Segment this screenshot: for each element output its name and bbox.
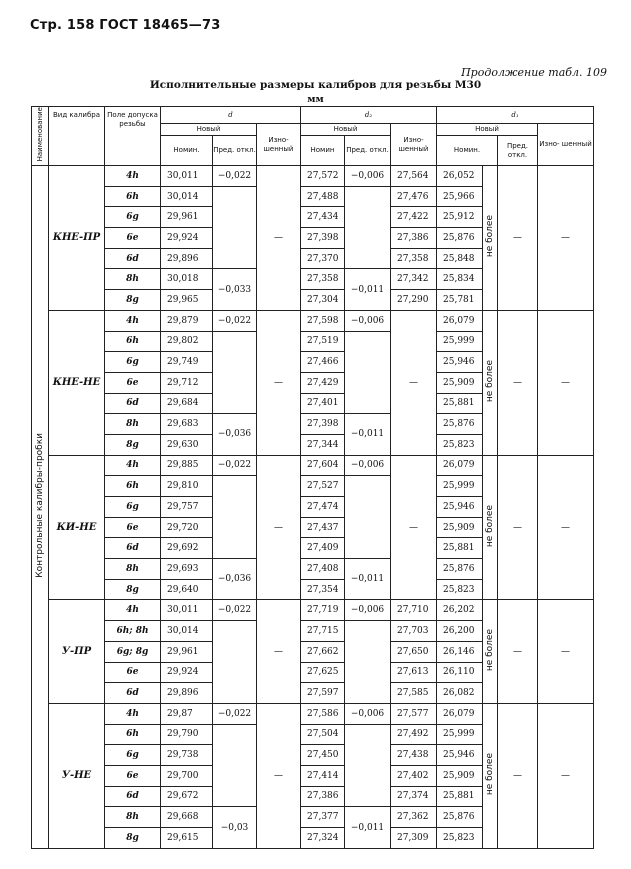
d1-worn: —	[538, 600, 594, 703]
d1-nominal: 25,823	[437, 579, 483, 600]
d2-deviation: −0,006	[345, 600, 391, 621]
header-type: Вид калибра	[49, 107, 105, 166]
d-nominal: 29,749	[161, 352, 213, 373]
d2-nominal: 27,414	[301, 765, 345, 786]
d1-nominal: 25,848	[437, 248, 483, 269]
gauge-type: У-ПР	[49, 600, 105, 703]
tolerance-cell: 6h; 8h	[105, 621, 161, 642]
d1-worn: —	[538, 310, 594, 455]
continuation-note: Продолжение табл. 109	[461, 66, 607, 79]
d1-nominal: 26,200	[437, 621, 483, 642]
d1-nominal: 25,876	[437, 559, 483, 580]
category-text: Контрольные калибры-пробки	[35, 432, 45, 578]
d2-nominal: 27,398	[301, 414, 345, 435]
tolerance-cell: 6d	[105, 683, 161, 704]
d1-nominal: 25,876	[437, 228, 483, 249]
d-nominal: 30,014	[161, 621, 213, 642]
d1-nominal: 25,876	[437, 414, 483, 435]
d-nominal: 29,924	[161, 662, 213, 683]
d2-nominal: 27,527	[301, 476, 345, 497]
tolerance-cell: 4h	[105, 310, 161, 331]
d2-worn: —	[391, 455, 437, 600]
d2-nominal: 27,604	[301, 455, 345, 476]
d-deviation: −0,033	[213, 269, 257, 310]
d2-nominal: 27,409	[301, 538, 345, 559]
d2-worn: 27,362	[391, 807, 437, 828]
d2-worn: 27,386	[391, 228, 437, 249]
d1-nominal: 25,881	[437, 538, 483, 559]
tolerance-cell: 8h	[105, 269, 161, 290]
d-nominal: 29,738	[161, 745, 213, 766]
d2-worn: 27,402	[391, 765, 437, 786]
d-nominal: 30,011	[161, 166, 213, 187]
d1-nominal: 25,781	[437, 290, 483, 311]
d1-deviation: —	[498, 455, 538, 600]
units-label: мм	[307, 94, 324, 105]
tolerance-cell: 8h	[105, 559, 161, 580]
tolerance-cell: 6g	[105, 745, 161, 766]
d1-deviation: —	[498, 166, 538, 311]
page-header: Стр. 158 ГОСТ 18465—73	[30, 18, 221, 33]
d1-nominal: 25,909	[437, 372, 483, 393]
tolerance-cell: 8g	[105, 828, 161, 849]
d-nominal: 29,672	[161, 786, 213, 807]
d1-nominal: 25,823	[437, 828, 483, 849]
ne-bolee-text: не более	[485, 753, 495, 796]
d2-nominal: 27,437	[301, 517, 345, 538]
tolerance-cell: 6g	[105, 497, 161, 518]
header-d2-new: Новый	[301, 124, 391, 136]
d2-deviation: −0,011	[345, 269, 391, 310]
d-deviation	[213, 724, 257, 807]
tolerance-cell: 6g	[105, 207, 161, 228]
d-nominal: 29,802	[161, 331, 213, 352]
table-row	[32, 703, 594, 724]
tolerance-cell: 6e	[105, 228, 161, 249]
d2-nominal: 27,572	[301, 166, 345, 187]
d1-nominal: 25,966	[437, 186, 483, 207]
d-nominal: 29,924	[161, 228, 213, 249]
d2-worn: 27,492	[391, 724, 437, 745]
ne-bolee-text: не более	[485, 360, 495, 403]
d-nominal: 29,757	[161, 497, 213, 518]
d1-nominal: 25,881	[437, 786, 483, 807]
d2-nominal: 27,344	[301, 434, 345, 455]
d1-nominal: 25,999	[437, 724, 483, 745]
d2-deviation	[345, 621, 391, 704]
header-d2: d₂	[301, 107, 437, 124]
d2-worn: 27,585	[391, 683, 437, 704]
d-nominal: 29,720	[161, 517, 213, 538]
d1-nominal: 25,912	[437, 207, 483, 228]
d2-worn: 27,438	[391, 745, 437, 766]
header-d-nom: Номин.	[161, 136, 213, 166]
d1-worn: —	[538, 455, 594, 600]
d-nominal: 29,87	[161, 703, 213, 724]
d1-max-note	[483, 310, 498, 455]
ne-bolee-text: не более	[485, 504, 495, 548]
d2-nominal: 27,358	[301, 269, 345, 290]
d2-nominal: 27,504	[301, 724, 345, 745]
d-deviation	[213, 186, 257, 269]
d2-deviation: −0,006	[345, 455, 391, 476]
header-d: d	[161, 107, 301, 124]
header-d2-dev: Пред. откл.	[345, 136, 391, 166]
d-nominal: 29,965	[161, 290, 213, 311]
d1-deviation: —	[498, 600, 538, 703]
gauge-dimensions-table	[31, 106, 594, 849]
d-deviation: −0,022	[213, 703, 257, 724]
d1-nominal: 26,202	[437, 600, 483, 621]
d2-nominal: 27,398	[301, 228, 345, 249]
d2-nominal: 27,304	[301, 290, 345, 311]
d-nominal: 29,684	[161, 393, 213, 414]
d1-max-note	[483, 600, 498, 703]
tolerance-cell: 6e	[105, 662, 161, 683]
d2-nominal: 27,466	[301, 352, 345, 373]
d-deviation: −0,022	[213, 166, 257, 187]
tolerance-cell: 4h	[105, 455, 161, 476]
d2-worn: 27,577	[391, 703, 437, 724]
d2-deviation: −0,006	[345, 310, 391, 331]
d2-nominal: 27,450	[301, 745, 345, 766]
tolerance-cell: 8g	[105, 434, 161, 455]
header-d1-new: Новый	[437, 124, 538, 136]
d1-nominal: 25,823	[437, 434, 483, 455]
header-d2-worn: Изно- шенный	[391, 124, 437, 166]
table-body	[32, 166, 594, 849]
table-row	[32, 455, 594, 476]
d2-nominal: 27,401	[301, 393, 345, 414]
d2-deviation: −0,006	[345, 703, 391, 724]
d-nominal: 29,700	[161, 765, 213, 786]
d-nominal: 29,961	[161, 641, 213, 662]
d2-nominal: 27,519	[301, 331, 345, 352]
d2-nominal: 27,429	[301, 372, 345, 393]
d-deviation	[213, 476, 257, 559]
d2-deviation: −0,011	[345, 414, 391, 455]
d-deviation: −0,036	[213, 559, 257, 600]
tolerance-cell: 8h	[105, 414, 161, 435]
table-row	[32, 310, 594, 331]
tolerance-cell: 6e	[105, 372, 161, 393]
d-nominal: 29,885	[161, 455, 213, 476]
d-nominal: 29,810	[161, 476, 213, 497]
d2-nominal: 27,408	[301, 559, 345, 580]
d1-nominal: 25,999	[437, 476, 483, 497]
tolerance-cell: 6d	[105, 248, 161, 269]
d-nominal: 29,630	[161, 434, 213, 455]
d1-nominal: 25,946	[437, 745, 483, 766]
d2-nominal: 27,662	[301, 641, 345, 662]
tolerance-cell: 6h	[105, 476, 161, 497]
gauge-type: КИ-НЕ	[49, 455, 105, 600]
d2-deviation	[345, 186, 391, 269]
tolerance-cell: 8h	[105, 807, 161, 828]
gauge-type: КНЕ-ПР	[49, 166, 105, 311]
ne-bolee-text: не более	[485, 215, 495, 258]
tolerance-cell: 6d	[105, 393, 161, 414]
d1-nominal: 25,946	[437, 352, 483, 373]
d2-worn: 27,564	[391, 166, 437, 187]
d1-nominal: 26,079	[437, 310, 483, 331]
gauge-type: КНЕ-НЕ	[49, 310, 105, 455]
tolerance-cell: 6d	[105, 786, 161, 807]
d-nominal: 29,790	[161, 724, 213, 745]
d1-nominal: 25,909	[437, 517, 483, 538]
d2-worn: 27,309	[391, 828, 437, 849]
d-worn: —	[257, 455, 301, 600]
ne-bolee-text: не более	[485, 629, 495, 672]
d2-worn: 27,290	[391, 290, 437, 311]
d1-worn: —	[538, 703, 594, 848]
d1-nominal: 26,110	[437, 662, 483, 683]
d2-worn: 27,650	[391, 641, 437, 662]
header-name: Наименование	[32, 107, 49, 166]
d2-nominal: 27,488	[301, 186, 345, 207]
tolerance-cell: 6d	[105, 538, 161, 559]
d1-worn: —	[538, 166, 594, 311]
d2-nominal: 27,377	[301, 807, 345, 828]
d-nominal: 29,640	[161, 579, 213, 600]
d1-deviation: —	[498, 310, 538, 455]
d1-max-note	[483, 703, 498, 848]
tolerance-cell: 6e	[105, 765, 161, 786]
gauge-type: У-НЕ	[49, 703, 105, 848]
d-deviation: −0,022	[213, 310, 257, 331]
d2-nominal: 27,324	[301, 828, 345, 849]
d-deviation: −0,036	[213, 414, 257, 455]
d2-worn: 27,613	[391, 662, 437, 683]
d-worn: —	[257, 310, 301, 455]
d-nominal: 30,014	[161, 186, 213, 207]
d-deviation: −0,022	[213, 600, 257, 621]
d2-nominal: 27,434	[301, 207, 345, 228]
d1-nominal: 25,999	[437, 331, 483, 352]
d-deviation: −0,03	[213, 807, 257, 848]
header-tolerance: Поле допуска резьбы	[105, 107, 161, 166]
d1-nominal: 25,876	[437, 807, 483, 828]
d-deviation	[213, 331, 257, 414]
d2-worn: 27,710	[391, 600, 437, 621]
d-nominal: 29,683	[161, 414, 213, 435]
d-nominal: 29,712	[161, 372, 213, 393]
d-nominal: 29,896	[161, 248, 213, 269]
d-nominal: 29,615	[161, 828, 213, 849]
d-nominal: 29,879	[161, 310, 213, 331]
header-d1-dev: Пред. откл.	[498, 136, 538, 166]
d2-worn: 27,476	[391, 186, 437, 207]
d-nominal: 29,692	[161, 538, 213, 559]
tolerance-cell: 6h	[105, 186, 161, 207]
tolerance-cell: 8g	[105, 290, 161, 311]
tolerance-cell: 6e	[105, 517, 161, 538]
d1-nominal: 25,909	[437, 765, 483, 786]
header-d1: d₁	[437, 107, 594, 124]
d-worn: —	[257, 166, 301, 311]
d1-max-note	[483, 455, 498, 600]
d-deviation	[213, 621, 257, 704]
table-row	[32, 600, 594, 621]
d2-nominal: 27,586	[301, 703, 345, 724]
tolerance-cell: 4h	[105, 166, 161, 187]
d1-nominal: 26,146	[437, 641, 483, 662]
d2-worn: —	[391, 310, 437, 455]
tolerance-cell: 6h	[105, 724, 161, 745]
d2-worn: 27,422	[391, 207, 437, 228]
d2-nominal: 27,597	[301, 683, 345, 704]
d-nominal: 29,961	[161, 207, 213, 228]
d1-nominal: 25,946	[437, 497, 483, 518]
tolerance-cell: 6g	[105, 352, 161, 373]
tolerance-cell: 6h	[105, 331, 161, 352]
d-nominal: 29,896	[161, 683, 213, 704]
d2-nominal: 27,386	[301, 786, 345, 807]
tolerance-cell: 8g	[105, 579, 161, 600]
d1-nominal: 26,079	[437, 455, 483, 476]
d2-nominal: 27,625	[301, 662, 345, 683]
d-worn: —	[257, 703, 301, 848]
d2-nominal: 27,474	[301, 497, 345, 518]
d2-deviation: −0,011	[345, 559, 391, 600]
d2-nominal: 27,715	[301, 621, 345, 642]
d-nominal: 30,018	[161, 269, 213, 290]
d2-nominal: 27,719	[301, 600, 345, 621]
d1-deviation: —	[498, 703, 538, 848]
d2-nominal: 27,598	[301, 310, 345, 331]
d1-nominal: 26,052	[437, 166, 483, 187]
d-deviation: −0,022	[213, 455, 257, 476]
d1-nominal: 25,881	[437, 393, 483, 414]
d2-worn: 27,358	[391, 248, 437, 269]
d1-nominal: 26,079	[437, 703, 483, 724]
category-label	[32, 166, 49, 849]
header-d1-nom: Номин.	[437, 136, 498, 166]
header-d-worn: Изно- шенный	[257, 124, 301, 166]
d2-deviation: −0,011	[345, 807, 391, 848]
header-d-new: Новый	[161, 124, 257, 136]
d2-worn: 27,703	[391, 621, 437, 642]
tolerance-cell: 4h	[105, 600, 161, 621]
header-d-dev: Пред. откл.	[213, 136, 257, 166]
header-d1-worn: Изно- шенный	[538, 124, 594, 166]
tolerance-cell: 6g; 8g	[105, 641, 161, 662]
tolerance-cell: 4h	[105, 703, 161, 724]
d2-deviation	[345, 724, 391, 807]
d-nominal: 29,693	[161, 559, 213, 580]
d-nominal: 30,011	[161, 600, 213, 621]
d2-nominal: 27,370	[301, 248, 345, 269]
d1-nominal: 25,834	[437, 269, 483, 290]
d1-nominal: 26,082	[437, 683, 483, 704]
d1-max-note	[483, 166, 498, 311]
d2-deviation	[345, 476, 391, 559]
table-row	[32, 166, 594, 187]
d2-deviation: −0,006	[345, 166, 391, 187]
d2-deviation	[345, 331, 391, 414]
d-nominal: 29,668	[161, 807, 213, 828]
d-worn: —	[257, 600, 301, 703]
header-d2-nom: Номин	[301, 136, 345, 166]
d2-worn: 27,342	[391, 269, 437, 290]
d2-nominal: 27,354	[301, 579, 345, 600]
d2-worn: 27,374	[391, 786, 437, 807]
table-title: Исполнительные размеры калибров для резьбы М30	[149, 79, 482, 91]
